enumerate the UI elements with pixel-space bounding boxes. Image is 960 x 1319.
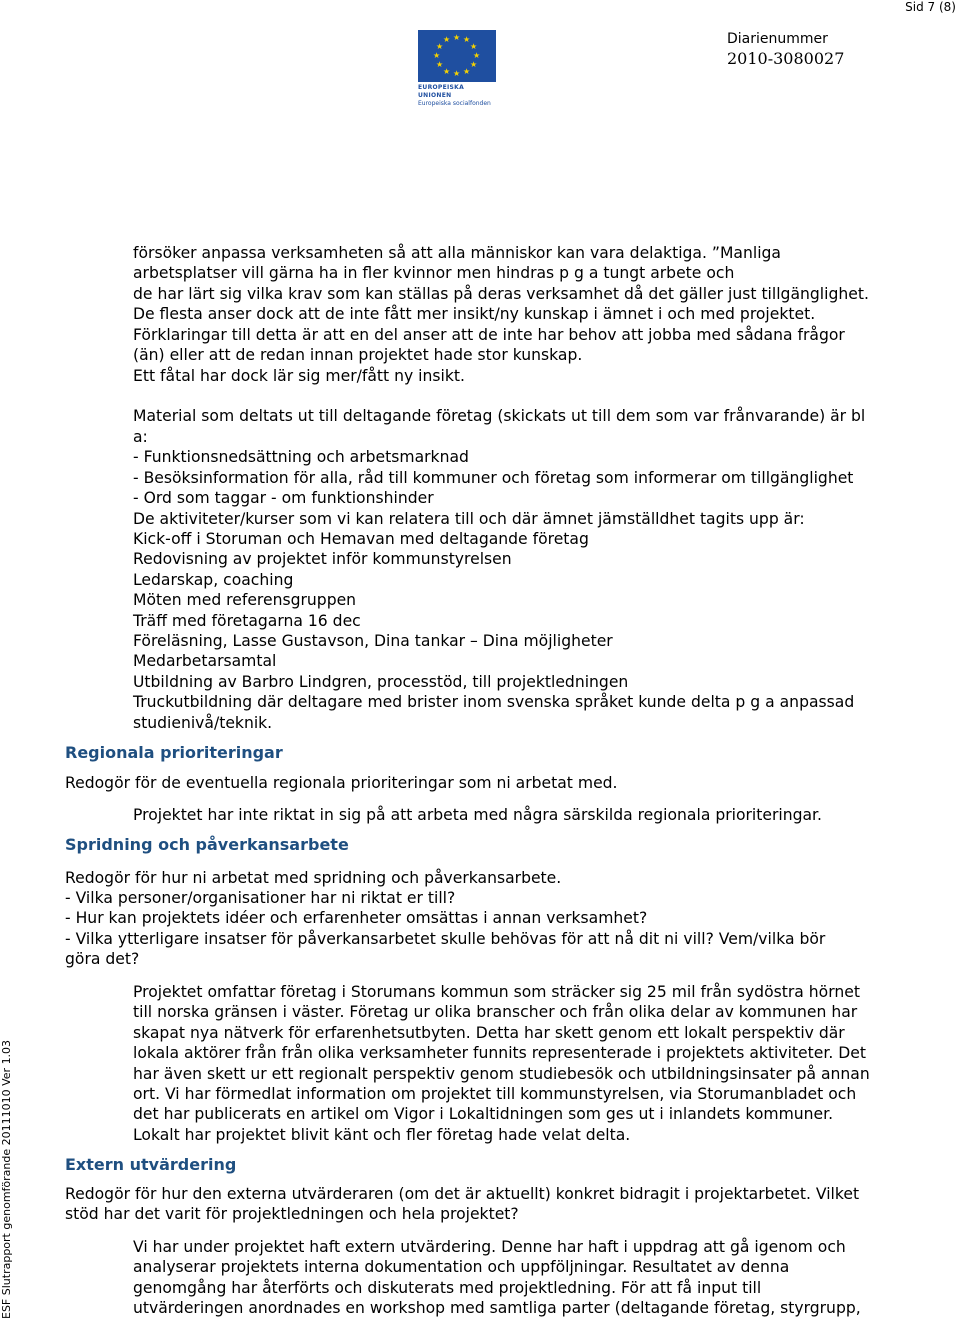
regional-answer: Projektet har inte riktat in sig på att arbeta med några särskilda regionala prioriteringar. — [133, 806, 822, 824]
text-line: - Funktionsnedsättning och arbetsmarknad — [133, 448, 469, 466]
text-line: (än) eller att de redan innan projektet hade stor kunskap. — [133, 346, 583, 364]
page-number: Sid 7 (8) — [905, 0, 956, 14]
logo-text-union: EUROPEISKA UNIONEN — [418, 84, 465, 99]
text-line: De flesta anser dock att de inte fått mer insikt/ny kunskap i ämnet i och med projektet. — [133, 305, 816, 323]
text-line: skapat nya nätverk för erfarenhetsutbyten. Detta har skett genom ett lokalt perspektiv där — [133, 1024, 845, 1042]
side-footer-text: ESF Slutrapport genomförande 20111010 Ver 1.03 — [0, 1039, 13, 1319]
text-line: Ledarskap, coaching — [133, 571, 294, 589]
text-line: Redogör för hur den externa utvärderaren (om det är aktuellt) konkret bidragit i projektarbetet. Vilket — [65, 1185, 860, 1203]
text-line: Ett fåtal har dock lär sig mer/fått ny insikt. — [133, 367, 465, 385]
text-line: Förklaringar till detta är att en del anser att de inte har behov att jobba med sådana frågor — [133, 326, 845, 344]
text-line: Vi har under projektet haft extern utvärdering. Denne har haft i uppdrag att gå igenom och — [133, 1238, 846, 1256]
text-line: Kick-off i Storuman och Hemavan med deltagande företag — [133, 530, 589, 548]
text-line: stöd har det varit för projektledningen och hela projektet? — [65, 1205, 519, 1223]
text-line: till norska gränsen i väster. Företag ur olika branscher och från olika delar av kommunen har — [133, 1003, 858, 1021]
diarie-number: 2010-3080027 — [727, 49, 845, 68]
eu-logo — [418, 30, 498, 107]
text-line: - Ord som taggar - om funktionshinder — [133, 489, 434, 507]
text-line: Träff med företagarna 16 dec — [133, 612, 361, 630]
text-line: de har lärt sig vilka krav som kan ställas på deras verksamhet då det gäller just tillgänglighet. — [133, 285, 869, 303]
text-line: a: — [133, 428, 148, 446]
text-line: Föreläsning, Lasse Gustavson, Dina tankar – Dina möjligheter — [133, 632, 613, 650]
regional-question: Redogör för de eventuella regionala prioriteringar som ni arbetat med. — [65, 774, 618, 792]
text-line: lokala aktörer från från olika verksamheter funnits representerade i projektets aktiviteter. Det — [133, 1044, 866, 1062]
text-line: Redogör för hur ni arbetat med spridning och påverkansarbete. — [65, 869, 562, 887]
text-line: studienivå/teknik. — [133, 714, 273, 732]
text-line: genomgång har återförts och diskuterats med projektledning. För att få input till — [133, 1279, 762, 1297]
text-line: det har publicerats en artikel om Vigor i Lokaltidningen som ges ut i inlandets kommuner. — [133, 1105, 834, 1123]
text-line: - Hur kan projektets idéer och erfarenheter omsättas i annan verksamhet? — [65, 909, 648, 927]
text-line: Redovisning av projektet inför kommunstyrelsen — [133, 550, 512, 568]
text-line: - Vilka personer/organisationer har ni riktat er till? — [65, 889, 456, 907]
text-line: Lokalt har projektet blivit känt och fler företag hade velat delta. — [133, 1126, 631, 1144]
text-line: utvärderingen anordnades en workshop med samtliga parter (deltagande företag, styrgrupp, — [133, 1299, 861, 1317]
diarie-label: Diarienummer — [727, 31, 828, 47]
text-line: - Vilka ytterligare insatser för påverkansarbetet skulle behövas för att nå dit ni vill? Vem/vilka bör — [65, 930, 826, 948]
logo-text-fund: Europeiska socialfonden — [418, 100, 491, 107]
text-line: göra det? — [65, 950, 140, 968]
section-heading-regional: Regionala prioriteringar — [65, 743, 283, 762]
eu-flag-icon: ★ ★ ★ ★ ★ ★ ★ ★ ★ ★ ★ ★ — [418, 30, 496, 82]
text-line: analyserar projektets interna dokumentation och uppföljningar. Resultatet av denna — [133, 1258, 790, 1276]
text-line: ort. Vi har förmedlat information om projektet till kommunstyrelsen, via Storumanbladet och — [133, 1085, 857, 1103]
text-line: Medarbetarsamtal — [133, 652, 277, 670]
section-heading-spridning: Spridning och påverkansarbete — [65, 835, 349, 854]
section-heading-extern: Extern utvärdering — [65, 1155, 237, 1174]
text-line: arbetsplatser vill gärna ha in fler kvinnor men hindras p g a tungt arbete och — [133, 264, 735, 282]
text-line: Utbildning av Barbro Lindgren, processtöd, till projektledningen — [133, 673, 629, 691]
text-line: Material som deltats ut till deltagande företag (skickats ut till dem som var frånvarande) är bl — [133, 407, 866, 425]
text-line: - Besöksinformation för alla, råd till kommuner och företag som informerar om tillgänglighet — [133, 469, 854, 487]
text-line: försöker anpassa verksamheten så att alla människor kan vara delaktiga. ”Manliga — [133, 244, 781, 262]
text-line: De aktiviteter/kurser som vi kan relatera till och där ämnet jämställdhet tagits upp är: — [133, 510, 805, 528]
text-line: Projektet omfattar företag i Storumans kommun som sträcker sig 25 mil från sydöstra hörnet — [133, 983, 860, 1001]
text-line: har även skett ur ett regionalt perspektiv genom studiebesök och utbildningsinsater på annan — [133, 1065, 870, 1083]
text-line: Möten med referensgruppen — [133, 591, 357, 609]
text-line: Truckutbildning där deltagare med brister inom svenska språket kunde delta p g a anpassad — [133, 693, 855, 711]
diarie-block — [727, 30, 844, 70]
